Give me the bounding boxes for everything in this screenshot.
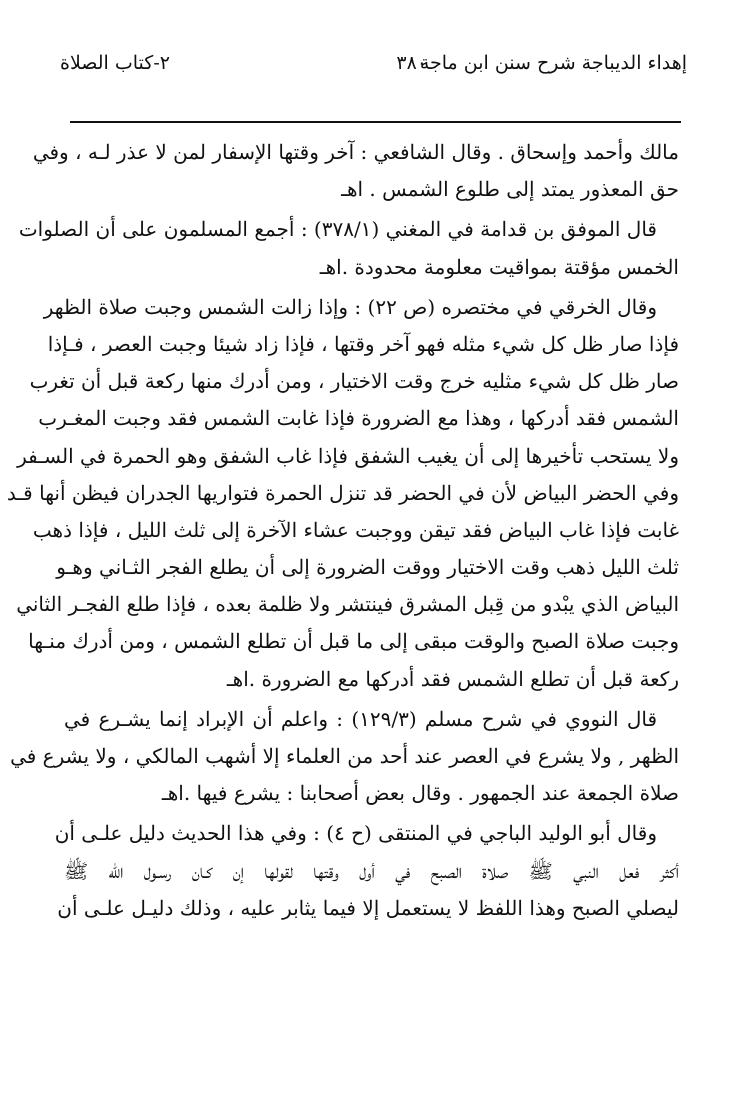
paragraph bbox=[10, 701, 679, 813]
running-header bbox=[60, 52, 687, 86]
paragraph bbox=[54, 815, 679, 927]
text-line: الخمس مؤقتة بمواقيت معلومة محدودة .اهـ bbox=[319, 254, 679, 279]
text-line: الشمس فقد أدركها ، وهذا مع الضرورة فإذا غابت الشمس فقد وجبت المغـرب bbox=[38, 406, 679, 431]
text-line: ليصلي الصبح وهذا اللفظ لا يستعمل إلا فيما يثابر عليه ، وذلك دليـل علـى أن bbox=[57, 895, 679, 920]
text-line: أكثر فعل النبي ﷺ صلاة الصبح في أول وقتها لقولها إن كـان رسـول الله ﷺ bbox=[64, 858, 679, 883]
text-line: غابت فإذا غاب البياض فقد تيقن ووجبت عشاء الآخرة إلى ثلث الليل ، فإذا ذهب bbox=[32, 517, 679, 542]
page-number: ٣٨٠ bbox=[396, 52, 427, 74]
text-line: وفي الحضر البياض لأن في الحضر قد تنزل الحمرة فتواريها الجدران فيظن أنها قـد bbox=[6, 480, 679, 505]
text-line: وجبت صلاة الصبح والوقت مبقى إلى ما قبل أن تطلع الشمس ، ومن أدرك منـها bbox=[28, 629, 679, 654]
paragraph bbox=[6, 289, 679, 698]
page-body bbox=[6, 134, 679, 930]
text-line: البياض الذي يبْدو من قِبل المشرق فينتشر ولا ظلمة بعده ، فإذا طلع الفجـر الثاني bbox=[16, 592, 679, 617]
text-line: الظهر , ولا يشرع في العصر عند أحد من العلماء إلا أشهب المالكي ، ولا يشرع في bbox=[10, 744, 679, 768]
header-divider bbox=[70, 121, 681, 123]
text-line: حق المعذور يمتد إلى طلوع الشمس . اهـ bbox=[341, 177, 679, 202]
text-line: ولا يستحب تأخيرها إلى أن يغيب الشفق فإذا غاب الشفق وهو الحمرة في السـفر bbox=[17, 443, 679, 468]
text-line: ركعة قبل أن تطلع الشمس فقد أدركها مع الضرورة .اهـ bbox=[226, 666, 679, 691]
chapter-title: ٢-كتاب الصلاة bbox=[60, 52, 170, 74]
text-line: قال الموفق بن قدامة في المغني (٣٧٨/١) : أجمع المسلمون على أن الصلوات bbox=[18, 217, 657, 242]
text-line: قال النووي في شرح مسلم (١٢٩/٣) : واعلم أن الإبراد إنما يشـرع في bbox=[64, 706, 657, 731]
text-line: صار ظل كل شيء مثليه خرج وقت الاختيار ، ومن أدرك منها ركعة قبل أن تغرب bbox=[29, 369, 679, 394]
paragraph bbox=[32, 134, 679, 208]
paragraph bbox=[18, 211, 679, 285]
text-line: وقال الخرقي في مختصره (ص ٢٢) : وإذا زالت الشمس وجبت صلاة الظهر bbox=[43, 294, 657, 319]
text-line: فإذا صار ظل كل شيء مثله فهو آخر وقتها ، فإذا زاد شيئا وجبت العصر ، فـإذا bbox=[47, 331, 679, 356]
text-line: مالك وأحمد وإسحاق . وقال الشافعي : آخر وقتها الإسفار لمن لا عذر لـه ، وفي bbox=[32, 140, 679, 164]
book-title: إهداء الديباجة شرح سنن ابن ماجة bbox=[419, 52, 687, 74]
text-line: ثلث الليل ذهب وقت الاختيار ووقت الضرورة إلى أن يطلع الفجر الثـاني وهـو bbox=[56, 555, 679, 580]
text-line: صلاة الجمعة عند الجمهور . وقال بعض أصحابنا : يشرع فيها .اهـ bbox=[161, 781, 679, 806]
text-line: وقال أبو الوليد الباجي في المنتقى (ح ٤) : وفي هذا الحديث دليل علـى أن bbox=[54, 821, 657, 846]
